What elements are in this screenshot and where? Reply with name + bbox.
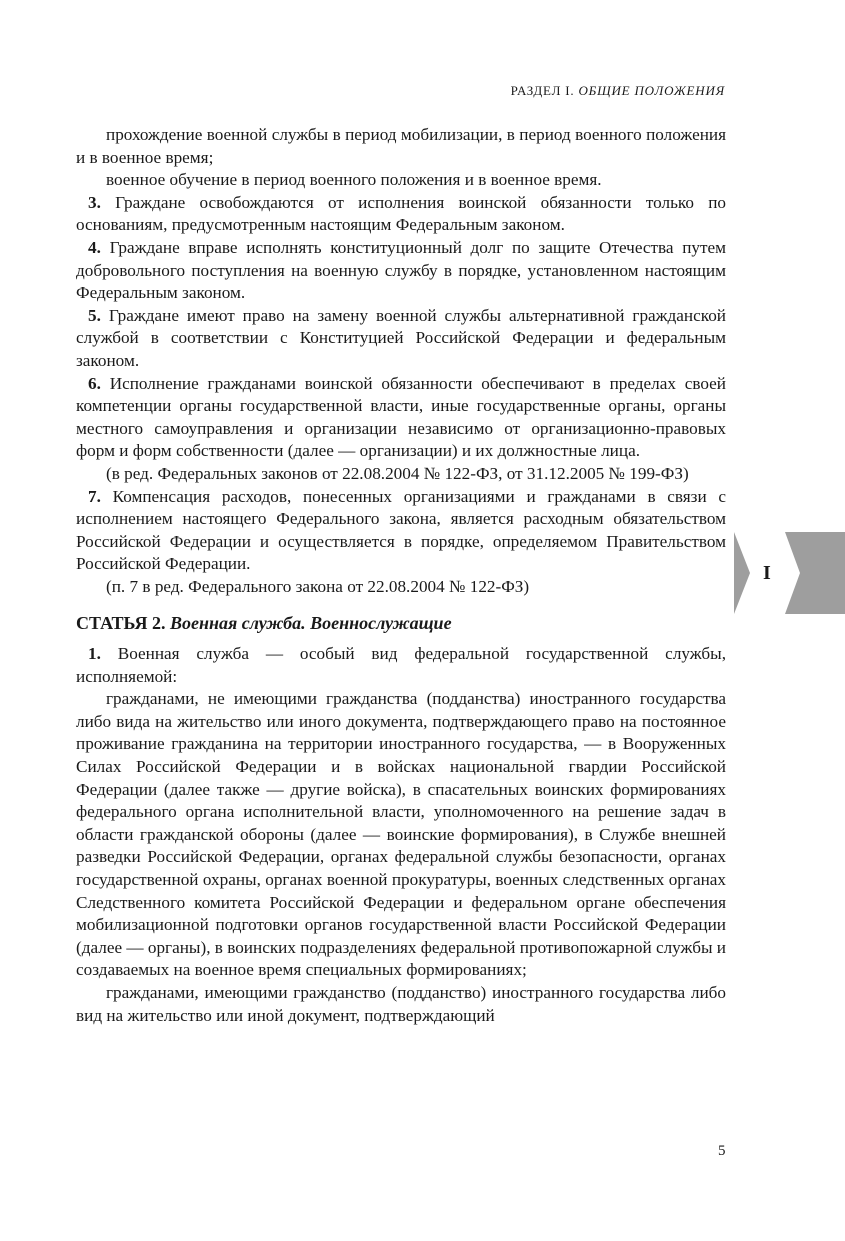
- item-5-text: Граждане имеют право на замену военной службы альтернативной гражданской службой в соответствии с Конституцией Российской Федерации и федеральным законом.: [76, 305, 727, 370]
- item-3-text: Граждане освобождаются от исполнения воинской обязанности только по основаниям, предусмотренным настоящим Федеральным законом.: [76, 192, 727, 235]
- item-6-note: (в ред. Федеральных законов от 22.08.2004 № 122-ФЗ, от 31.12.2005 № 199-ФЗ): [106, 463, 689, 483]
- article-item-1-clause-2: гражданами, имеющими гражданство (подданство) иностранного государства либо вид на жительство или иной документ, подтверждающий: [76, 982, 726, 1025]
- paragraph-mobilization: прохождение военной службы в период мобилизации, в период военного положения и в военное время;: [76, 125, 726, 167]
- article-item-1-clause-1: гражданами, не имеющими гражданства (подданства) иностранного государства либо вида на жительство или иного документа, подтверждающего право на постоянное проживание гражданина на территории иностранного государства, — в Вооруженных Силах Российской Федерации и в войсках национальной гвардии Российской Федерации (далее также — другие войска), в спасательных воинских формированиях федерального органа исполнительной власти, уполномоченного на решение задач в области гражданской обороны (далее — воинские формирования), в Службе внешней разведки Российской Федерации, органах федеральной службы безопасности, органах государственной охраны, органах военной прокуратуры, военных следственных органах Следственного комитета Российской Федерации и федеральном органе обеспечения мобилизационной подготовки органов государственной власти Российской Федерации (далее — органы), в воинских подразделениях федеральной противопожарной службы и создаваемых на военное время специальных формированиях;: [76, 689, 726, 980]
- item-3: [76, 192, 726, 237]
- section-tab-marker: [734, 532, 845, 614]
- article-heading: [76, 612, 726, 635]
- item-7-number: 7.: [88, 486, 101, 506]
- page-number: 5: [718, 1143, 726, 1159]
- section-tab-label: I: [763, 562, 771, 584]
- item-5: [76, 305, 726, 373]
- item-3-number: 3.: [88, 192, 101, 212]
- section-tab-shape: [734, 532, 845, 614]
- article-item-1-number: 1.: [88, 644, 101, 664]
- article-item-1: [76, 643, 726, 688]
- item-7-note: (п. 7 в ред. Федерального закона от 22.08.2004 № 122-ФЗ): [106, 576, 530, 596]
- header-title: ОБЩИЕ ПОЛОЖЕНИЯ: [578, 83, 725, 98]
- item-4: [76, 237, 726, 305]
- item-4-text: Граждане вправе исполнять конституционный долг по защите Отечества путем добровольного поступления на военную службу в порядке, установленном настоящим Федеральным законом.: [76, 237, 727, 303]
- paragraph-military-training: военное обучение в период военного положения и в военное время.: [106, 170, 602, 190]
- article-title: Военная служба. Военнослужащие: [169, 613, 452, 634]
- item-6-number: 6.: [88, 373, 101, 393]
- article-label: СТАТЬЯ 2.: [76, 613, 166, 634]
- header-section: РАЗДЕЛ I.: [510, 83, 575, 98]
- item-6-text: Исполнение гражданами воинской обязанности обеспечивают в пределах своей компетенции органы государственной власти, иные государственные органы, органы местного самоуправления и организации независимо от организационно-правовых форм и форм собственности (далее — организации) и их должностные лица.: [76, 373, 727, 461]
- tab-chevron-right: [785, 532, 845, 614]
- item-5-number: 5.: [88, 305, 101, 325]
- item-7: [76, 486, 726, 576]
- page-body: [76, 124, 726, 1027]
- tab-chevron-left: [734, 532, 750, 614]
- article-item-1-text: Военная служба — особый вид федеральной государственной службы, исполняемой:: [76, 644, 726, 686]
- item-4-number: 4.: [88, 237, 101, 257]
- item-6: [76, 373, 726, 463]
- running-header: [511, 83, 725, 99]
- item-7-text: Компенсация расходов, понесенных организациями и гражданами в связи с исполнением настоящего Федерального закона, является расходным обязательством Российской Федерации и осуществляется в порядке, определяемом Правительством Российской Федерации.: [76, 486, 726, 574]
